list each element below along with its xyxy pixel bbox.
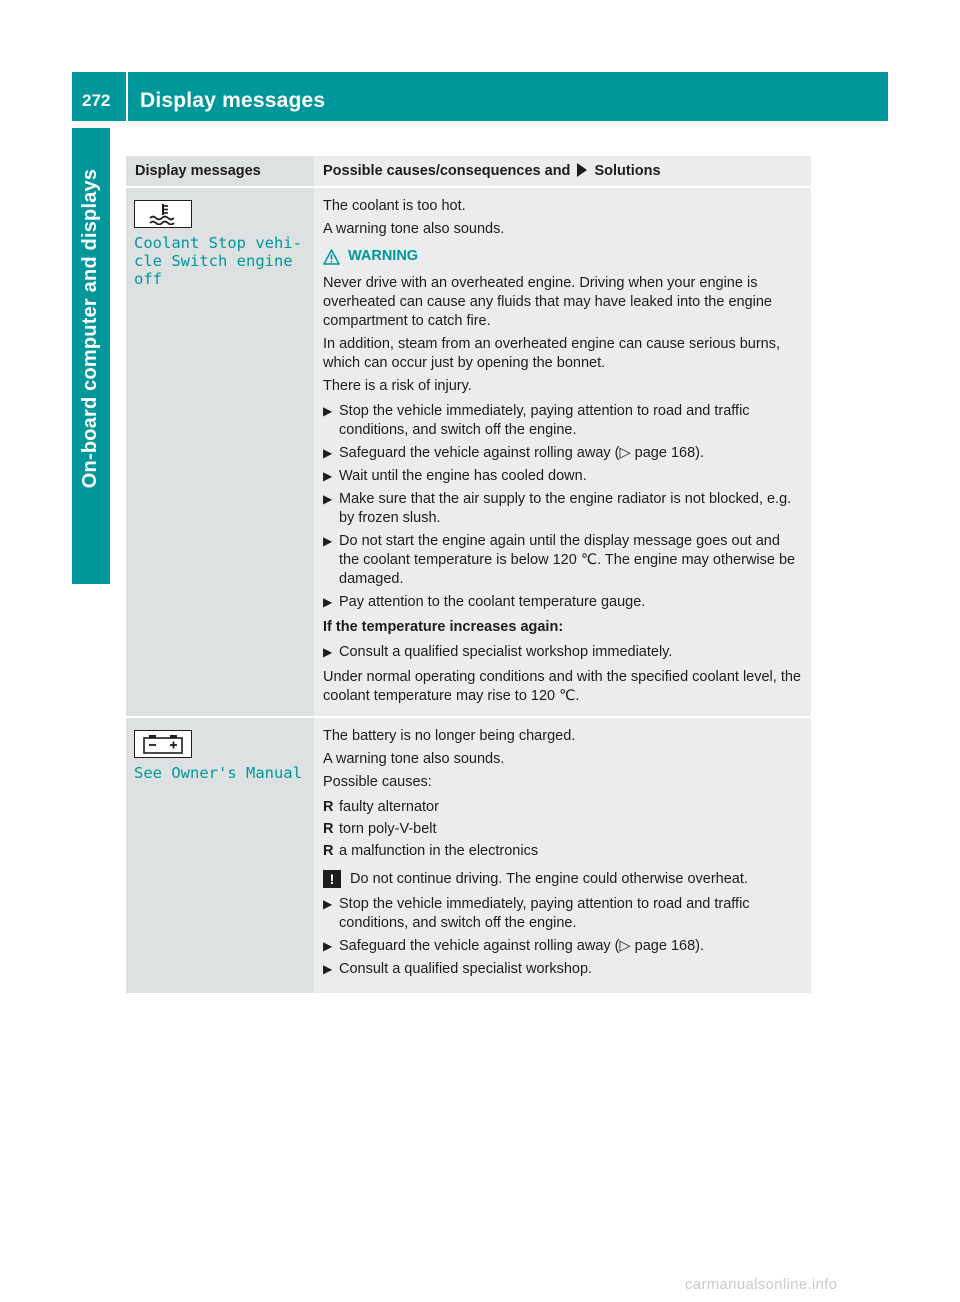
warning-triangle-icon	[323, 249, 340, 265]
step-arrow-icon: ▶	[323, 446, 333, 460]
warning-label: WARNING	[348, 248, 419, 264]
table-header	[126, 156, 811, 188]
subheading: If the temperature increases again:	[323, 619, 564, 635]
cause-text: The coolant is too hot.	[323, 198, 466, 214]
cause-text: Possible causes:	[323, 774, 432, 790]
step-arrow-icon: ▶	[323, 962, 333, 976]
causes-cell	[314, 718, 811, 993]
col-header-messages: Display messages	[126, 156, 314, 186]
coolant-temperature-icon	[134, 200, 192, 228]
col-header-causes	[314, 156, 811, 186]
step-arrow-icon: ▶	[323, 404, 333, 418]
cause-text: A warning tone also sounds.	[323, 751, 505, 767]
warning-text: Never drive with an overheated engine. Driving when your engine is overheated can cause any fluids that may have leaked into the engine compartment to catch fire.	[323, 275, 772, 329]
step-arrow-icon: ▶	[323, 939, 333, 953]
cause-text: The battery is no longer being charged.	[323, 728, 576, 744]
display-message-text: See Owner's Manual	[134, 764, 302, 782]
solution-step: ▶ Do not start the engine again until the display message goes out and the coolant temperature is below 120 ℃. The engine may otherwise be damaged.	[323, 533, 796, 587]
chapter-label	[72, 128, 110, 528]
battery-icon	[134, 730, 192, 758]
watermark: carmanualsonline.info	[685, 1276, 838, 1293]
table-row	[126, 718, 811, 995]
message-cell	[126, 188, 314, 716]
solution-step: ▶ Consult a qualified specialist workshop immediately.	[323, 644, 673, 660]
chapter-label-text: On-board computer and displays	[79, 168, 102, 488]
causes-cell	[314, 188, 811, 716]
solution-step: ▶ Stop the vehicle immediately, paying attention to road and traffic conditions, and switch off the engine.	[323, 896, 750, 931]
warning-text: In addition, steam from an overheated engine can cause serious burns, which can occur just by opening the bonnet.	[323, 336, 781, 371]
cause-text: A warning tone also sounds.	[323, 221, 505, 237]
step-arrow-icon: ▶	[323, 469, 333, 483]
solution-arrow-icon	[577, 163, 587, 177]
solution-step: ▶ Consult a qualified specialist workshop.	[323, 961, 593, 977]
bullet-mark: R	[323, 799, 334, 815]
notice: ! Do not continue driving. The engine could otherwise overheat.	[323, 870, 803, 889]
list-item: R torn poly-V-belt	[323, 821, 437, 837]
bullet-mark: R	[323, 821, 334, 837]
solution-step: ▶ Stop the vehicle immediately, paying attention to road and traffic conditions, and switch off the engine.	[323, 403, 750, 438]
solution-step: ▶ Wait until the engine has cooled down.	[323, 468, 587, 484]
col-header-causes-suffix: Solutions	[594, 163, 661, 179]
message-cell	[126, 718, 314, 993]
solution-step: ▶ Pay attention to the coolant temperature gauge.	[323, 594, 646, 610]
step-arrow-icon: ▶	[323, 534, 333, 548]
exclamation-icon: !	[323, 870, 341, 888]
list-item: R faulty alternator	[323, 799, 439, 815]
solution-step: ▶ Safeguard the vehicle against rolling away (▷ page 168).	[323, 445, 705, 461]
bullet-mark: R	[323, 843, 334, 859]
display-message-text: Coolant Stop vehi‑ cle Switch engine off	[134, 234, 302, 288]
step-arrow-icon: ▶	[323, 492, 333, 506]
warning-heading	[323, 247, 803, 266]
page-header	[72, 72, 888, 121]
step-arrow-icon: ▶	[323, 897, 333, 911]
solution-step: ▶ Make sure that the air supply to the engine radiator is not blocked, e.g. by frozen slush.	[323, 491, 792, 526]
page-number: 272	[82, 91, 111, 110]
display-messages-table	[126, 156, 811, 995]
cause-text: Under normal operating conditions and with the specified coolant level, the coolant temperature may rise to 120 ℃.	[323, 669, 801, 704]
step-arrow-icon: ▶	[323, 595, 333, 609]
table-row	[126, 188, 811, 718]
page-title: Display messages	[140, 89, 326, 112]
warning-text: There is a risk of injury.	[323, 378, 472, 394]
col-header-causes-prefix: Possible causes/consequences and	[323, 163, 571, 179]
step-arrow-icon: ▶	[323, 645, 333, 659]
header-divider	[126, 72, 128, 121]
list-item: R a malfunction in the electronics	[323, 843, 539, 859]
solution-step: ▶ Safeguard the vehicle against rolling away (▷ page 168).	[323, 938, 705, 954]
